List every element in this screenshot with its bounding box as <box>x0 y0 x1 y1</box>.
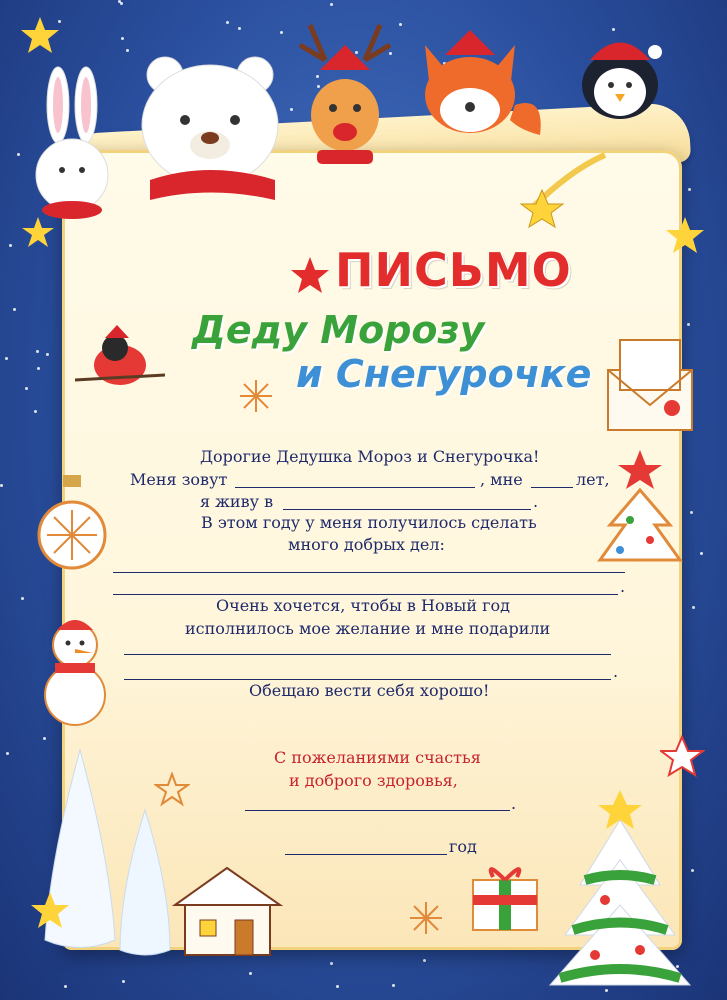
snowflake-dot <box>34 410 37 413</box>
snowflake-dot <box>120 2 123 5</box>
snowflake-dot <box>687 323 690 326</box>
star-icon <box>290 255 330 295</box>
snowflake-dot <box>0 484 3 487</box>
envelope-icon <box>600 330 700 440</box>
greeting: Дорогие Дедушка Мороз и Снегурочка! <box>200 447 540 466</box>
signature-period: . <box>511 794 517 813</box>
snowflake-dot <box>330 962 333 965</box>
snowflake-dot <box>336 985 339 988</box>
ornament-icon <box>35 470 110 590</box>
snowflake-dot <box>36 350 39 353</box>
star-icon <box>660 735 705 780</box>
snowflake-dot <box>700 552 703 555</box>
fox-icon <box>410 25 550 145</box>
name-prefix: Меня зовут <box>130 470 228 489</box>
snowflake-dot <box>226 21 229 24</box>
good-deeds-field-1[interactable] <box>113 572 625 573</box>
wish-line1: Очень хочется, чтобы в Новый год <box>216 596 510 615</box>
polar-bear-icon <box>125 40 295 210</box>
penguin-icon <box>575 30 665 120</box>
snowflake-dot <box>121 37 124 40</box>
wish-field-2[interactable] <box>124 679 611 680</box>
bullfinch-icon <box>75 320 165 400</box>
snowflake-dot <box>423 959 426 962</box>
star-icon <box>20 15 60 55</box>
star-icon <box>665 215 705 255</box>
age-field[interactable] <box>531 487 573 488</box>
star-icon <box>154 772 190 808</box>
good-deeds-line1: В этом году у меня получилось сделать <box>201 513 537 532</box>
star-icon <box>20 215 56 251</box>
age-mid: , мне <box>480 470 523 489</box>
snowflake-dot <box>5 357 8 360</box>
reindeer-icon <box>295 20 395 180</box>
snowflake-dot <box>64 985 67 988</box>
year-field[interactable] <box>285 854 447 855</box>
city-field[interactable] <box>283 509 531 510</box>
good-deeds-line2: много добрых дел: <box>288 535 445 554</box>
snowflake-dot <box>25 387 28 390</box>
snowflake-dot <box>21 597 24 600</box>
signature-field[interactable] <box>245 810 510 811</box>
city-period: . <box>533 492 539 511</box>
house-icon <box>165 860 290 960</box>
snowflake-dot <box>392 984 395 987</box>
christmas-tree-icon <box>545 790 695 990</box>
shooting-star-icon <box>520 150 610 230</box>
snowflake-dot <box>330 3 333 6</box>
snowflake-dot <box>692 606 695 609</box>
snowflake-dot <box>249 972 252 975</box>
wishes-line2: и доброго здоровья, <box>289 771 458 790</box>
snowflake-dot <box>690 511 693 514</box>
snowflake-dot <box>9 244 12 247</box>
good-deeds-field-2[interactable] <box>113 594 618 595</box>
snowflake-dot <box>13 308 16 311</box>
christmas-tree-cookie-icon <box>590 445 690 575</box>
star-icon <box>30 890 70 930</box>
snowflake-icon <box>238 378 274 414</box>
snowflake-dot <box>6 752 9 755</box>
promise: Обещаю вести себя хорошо! <box>249 681 490 700</box>
snowflake-dot <box>37 367 40 370</box>
wish-field-1[interactable] <box>124 654 611 655</box>
wishes-line1: С пожеланиями счастья <box>274 748 481 767</box>
wish-line2: исполнилось мое желание и мне подарили <box>185 619 551 638</box>
wish-period: . <box>613 662 619 681</box>
snowflake-dot <box>238 27 241 30</box>
title-snegurochka: и Снегурочке <box>296 352 592 396</box>
age-suffix: лет, <box>576 470 610 489</box>
title-ded-moroz: Деду Морозу <box>192 308 485 352</box>
year-label: год <box>449 837 477 856</box>
snowflake-dot <box>688 188 691 191</box>
snowflake-dot <box>46 353 49 356</box>
gift-icon <box>465 855 545 935</box>
live-prefix: я живу в <box>200 492 274 511</box>
snowflake-icon <box>408 900 444 936</box>
bunny-icon <box>20 60 120 240</box>
title-letter: ПИСЬМО <box>335 243 572 297</box>
snowflake-dot <box>122 980 125 983</box>
snowflake-dot <box>280 31 283 34</box>
snowman-icon <box>25 605 125 730</box>
good-deeds-period: . <box>620 577 626 596</box>
snowflake-dot <box>399 23 402 26</box>
name-field[interactable] <box>235 487 475 488</box>
